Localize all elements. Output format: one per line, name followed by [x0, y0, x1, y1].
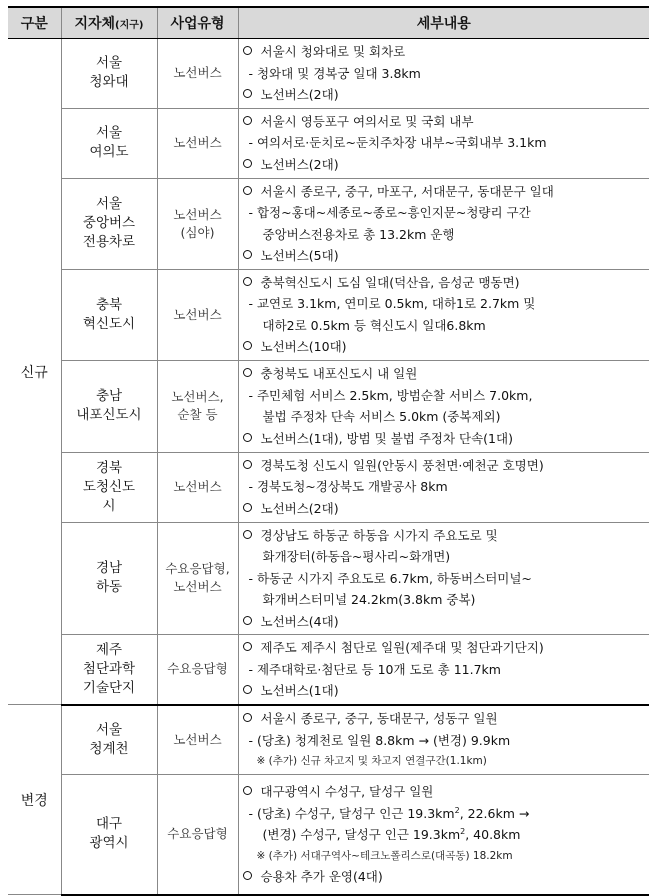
cell-text: 노선버스, [171, 389, 224, 404]
cell-text: 노선버스(10대) [260, 339, 347, 354]
circle-bullet-icon [243, 250, 252, 259]
type-cell [157, 705, 238, 775]
type-cell [157, 522, 238, 635]
table-row [8, 635, 649, 705]
circle-bullet-icon [243, 503, 252, 512]
detail-line: - 제주대학로·첨단로 등 10개 도로 총 11.7km [248, 661, 501, 677]
cell-text: 수요응답형 [167, 661, 228, 677]
table-row [8, 522, 649, 635]
region-cell [61, 360, 157, 452]
cell-text: 내포신도시 [76, 407, 142, 423]
region-cell [61, 705, 157, 775]
category-cell-new: 신규 [8, 39, 61, 705]
region-cell [61, 269, 157, 360]
cell-text: 제주도 제주시 첨단로 일원(제주대 및 첨단과기단지) [260, 640, 544, 655]
table-row [8, 269, 649, 360]
cell-text: 노선버스 [173, 306, 222, 322]
circle-bullet-icon [243, 871, 252, 880]
type-cell [157, 452, 238, 522]
header-region-label: 지자체 [74, 16, 116, 32]
cell-text: 불법 주정차 단속 서비스 5.0km (중복제외) [262, 409, 501, 424]
cell-text: 청와대 및 경복궁 일대 3.8km [256, 65, 421, 81]
detail-line [243, 336, 650, 358]
detail-line [243, 680, 650, 702]
cell-text: 화개버스터미널 24.2km(3.8km 중복) [262, 592, 476, 607]
cell-text: (심야) [180, 224, 215, 240]
circle-bullet-icon [243, 460, 252, 469]
circle-bullet-icon [243, 341, 252, 350]
cell-text: 대하2로 0.5km 등 혁신도시 일대6.8km [262, 317, 486, 333]
table-row [8, 360, 649, 452]
cell-text: 서울시 영등포구 여의서로 및 국회 내부 [260, 113, 474, 129]
detail-line [243, 154, 650, 176]
cell-text: 제주대학로·첨단로 등 10개 도로 총 11.7km [256, 661, 501, 677]
detail-line: (변경) 수성구, 달성구 인근 $19.3km^2$, 40.8km [262, 827, 521, 843]
project-table [8, 6, 649, 896]
detail-cell [238, 269, 649, 360]
detail-line: - (당초) 청계천로 일원 8.8km → (변경) 9.9km [248, 732, 511, 748]
circle-bullet-icon [243, 685, 252, 694]
header-type: 사업유형 [157, 7, 238, 39]
cell-text: 22.6km → [467, 805, 530, 821]
cell-text: (당초) 수성구, 달성구 인근 19.3km [256, 805, 455, 821]
type-cell [157, 39, 238, 109]
superscript: 2 [454, 805, 460, 815]
detail-line [243, 224, 650, 246]
detail-line [243, 525, 650, 547]
circle-bullet-icon [243, 277, 252, 286]
cell-text: 노선버스 [173, 65, 222, 81]
cell-text: 제주 [95, 641, 123, 658]
region-cell [61, 775, 157, 895]
cell-text: 경북도청 신도시 일원(안동시 풍천면·예천군 호명면) [260, 457, 544, 473]
detail-line: - 하동군 시가지 주요도로 6.7km, 하동버스터미널~ [248, 570, 532, 586]
cell-text: 하동군 시가지 주요도로 6.7km, 하동버스터미널~ [256, 570, 532, 586]
detail-line [243, 41, 650, 63]
detail-cell [238, 108, 649, 178]
detail-line [243, 455, 650, 477]
superscript: 2 [460, 827, 466, 837]
cell-text: 전용차로 [82, 234, 136, 250]
detail-line [243, 589, 650, 611]
circle-bullet-icon [243, 713, 252, 722]
region-cell [61, 452, 157, 522]
detail-cell [238, 705, 649, 775]
cell-text: 여의서로·둔치로~둔치주차장 내부~국회내부 3.1km [256, 135, 547, 151]
detail-line [243, 406, 650, 428]
circle-bullet-icon [243, 159, 252, 168]
type-cell [157, 635, 238, 705]
cell-text: (당초) 청계천로 일원 8.8km → (변경) 9.9km [256, 732, 511, 748]
cell-text: 여의도 [89, 144, 129, 160]
detail-line [243, 428, 650, 450]
cell-text: 노선버스 [173, 731, 222, 747]
detail-line [243, 181, 650, 203]
table-row [8, 775, 649, 895]
detail-line [243, 84, 650, 106]
detail-line: - 교연로 3.1km, 연미로 0.5km, 대하1로 2.7km 및 [248, 296, 536, 311]
header-category: 구분 [8, 7, 61, 39]
region-cell [61, 522, 157, 635]
detail-cell [238, 775, 649, 895]
cell-text: 대구 [95, 816, 123, 833]
detail-line: - 경북도청~경상북도 개발공사 8km [248, 479, 448, 495]
detail-line [243, 363, 650, 385]
cell-text: 서울 [95, 55, 123, 72]
cell-text: 충북혁신도시 도심 일대(덕산읍, 음성군 맹동면) [260, 274, 520, 290]
cell-text: 광역시 [89, 835, 129, 852]
cell-text: 충청북도 내포신도시 내 일원 [260, 366, 418, 381]
cell-text: 하동 [95, 579, 123, 596]
detail-line [243, 111, 650, 133]
note-text: ※ (추가) 서대구역사~테크노폴리스로(대곡동) 18.2km [256, 849, 513, 862]
cell-text: 첨단과학 [82, 660, 136, 677]
cell-text: 승용차 추가 운영(4대) [260, 868, 383, 884]
detail-line [243, 866, 650, 888]
cell-text: 노선버스(1대), 방범 및 불법 주정차 단속(1대) [260, 430, 513, 446]
region-cell [61, 635, 157, 705]
detail-cell [238, 39, 649, 109]
detail-line: - 합정~홍대~세종로~종로~흥인지문~청량리 구간 [248, 205, 531, 220]
detail-line: - (당초) 수성구, 달성구 인근 $19.3km^2$, 22.6km → [248, 805, 530, 821]
cell-text: 교연로 3.1km, 연미로 0.5km, 대하1로 2.7km 및 [256, 296, 536, 311]
detail-cell [238, 635, 649, 705]
cell-text: 충북 [95, 296, 123, 313]
cell-text: 노선버스 [173, 135, 222, 150]
detail-line [243, 546, 650, 568]
cell-text: 노선버스 [173, 579, 222, 595]
cell-text: 수요응답형, [165, 561, 230, 577]
cell-text: 노선버스(5대) [260, 248, 339, 263]
circle-bullet-icon [243, 368, 252, 377]
note-text: ※ (추가) 신규 차고지 및 차고지 연결구간(1.1km) [256, 755, 487, 768]
detail-line [243, 498, 650, 520]
header-detail: 세부내용 [238, 7, 649, 39]
region-cell [61, 108, 157, 178]
detail-line [243, 272, 650, 294]
type-cell [157, 775, 238, 895]
cell-text: 도청신도 [82, 478, 136, 495]
cell-text: 중앙버스전용차로 총 13.2km 운행 [262, 226, 455, 242]
detail-line [243, 611, 650, 633]
detail-line: - 청와대 및 경복궁 일대 3.8km [248, 65, 421, 81]
cell-text: 합정~홍대~세종로~종로~흥인지문~청량리 구간 [256, 205, 531, 220]
circle-bullet-icon [243, 116, 252, 125]
circle-bullet-icon [243, 186, 252, 195]
cell-text: 경상남도 하동군 하동읍 시가지 주요도로 및 [260, 527, 498, 543]
detail-line [243, 781, 650, 803]
table-row [8, 452, 649, 522]
cell-text: 청와대 [89, 74, 129, 91]
table-row [8, 39, 649, 109]
cell-text: 시 [102, 497, 116, 514]
detail-line [243, 708, 650, 730]
type-cell [157, 108, 238, 178]
category-cell-changed: 변경 [8, 705, 61, 895]
detail-cell [238, 360, 649, 452]
detail-cell [238, 452, 649, 522]
header-region-sub: (지구) [115, 20, 144, 31]
cell-text: 서울 [95, 125, 123, 141]
circle-bullet-icon [243, 786, 252, 795]
cell-text: 중앙버스 [82, 215, 136, 231]
circle-bullet-icon [243, 642, 252, 651]
detail-line [243, 637, 650, 659]
table-row [8, 178, 649, 269]
cell-text: 경북 [95, 459, 123, 476]
cell-text: 노선버스(1대) [260, 683, 339, 698]
cell-text: 충남 [95, 388, 123, 404]
cell-text: 기술단지 [82, 679, 136, 696]
table-row [8, 108, 649, 178]
header-row [8, 7, 649, 39]
detail-line: - 주민체험 서비스 2.5km, 방범순찰 서비스 7.0km, [248, 387, 533, 403]
detail-line: - 여의서로·둔치로~둔치주차장 내부~국회내부 3.1km [248, 135, 547, 151]
cell-text: 서울 [95, 721, 123, 738]
header-region [61, 7, 157, 39]
cell-text: 수요응답형 [167, 826, 228, 842]
cell-text: 노선버스 [173, 206, 222, 222]
circle-bullet-icon [243, 433, 252, 442]
circle-bullet-icon [243, 46, 252, 55]
detail-line [243, 245, 650, 267]
cell-text: 대구광역시 수성구, 달성구 일원 [260, 784, 434, 800]
detail-cell [238, 178, 649, 269]
detail-cell [238, 522, 649, 635]
cell-text: 서울시 종로구, 중구, 마포구, 서대문구, 동대문구 일대 [260, 183, 554, 199]
detail-line [243, 315, 650, 337]
region-cell [61, 39, 157, 109]
table-row [8, 705, 649, 775]
circle-bullet-icon [243, 616, 252, 625]
cell-text: 40.8km [473, 827, 521, 843]
cell-text: 혁신도시 [82, 315, 136, 332]
cell-text: 노선버스(2대) [260, 500, 339, 516]
cell-text: 노선버스(2대) [260, 156, 339, 172]
cell-text: 노선버스(2대) [260, 87, 339, 102]
type-cell [157, 178, 238, 269]
cell-text: 서울시 청와대로 및 회차로 [260, 44, 406, 59]
cell-text: 화개장터(하동읍~평사리~화개면) [262, 549, 451, 564]
cell-text: (변경) 수성구, 달성구 인근 19.3km [262, 827, 461, 843]
cell-text: 서울 [95, 196, 123, 212]
circle-bullet-icon [243, 89, 252, 98]
cell-text: 주민체험 서비스 2.5km, 방범순찰 서비스 7.0km, [256, 387, 533, 403]
cell-text: 순찰 등 [177, 407, 218, 422]
circle-bullet-icon [243, 530, 252, 539]
type-cell [157, 360, 238, 452]
type-cell [157, 269, 238, 360]
cell-text: 노선버스 [173, 479, 222, 494]
region-cell [61, 178, 157, 269]
cell-text: 노선버스(4대) [260, 613, 339, 629]
cell-text: 청계천 [89, 740, 129, 757]
cell-text: 경남 [95, 560, 123, 577]
cell-text: 서울시 종로구, 중구, 동대문구, 성동구 일원 [260, 711, 498, 727]
cell-text: 경북도청~경상북도 개발공사 8km [256, 479, 448, 495]
